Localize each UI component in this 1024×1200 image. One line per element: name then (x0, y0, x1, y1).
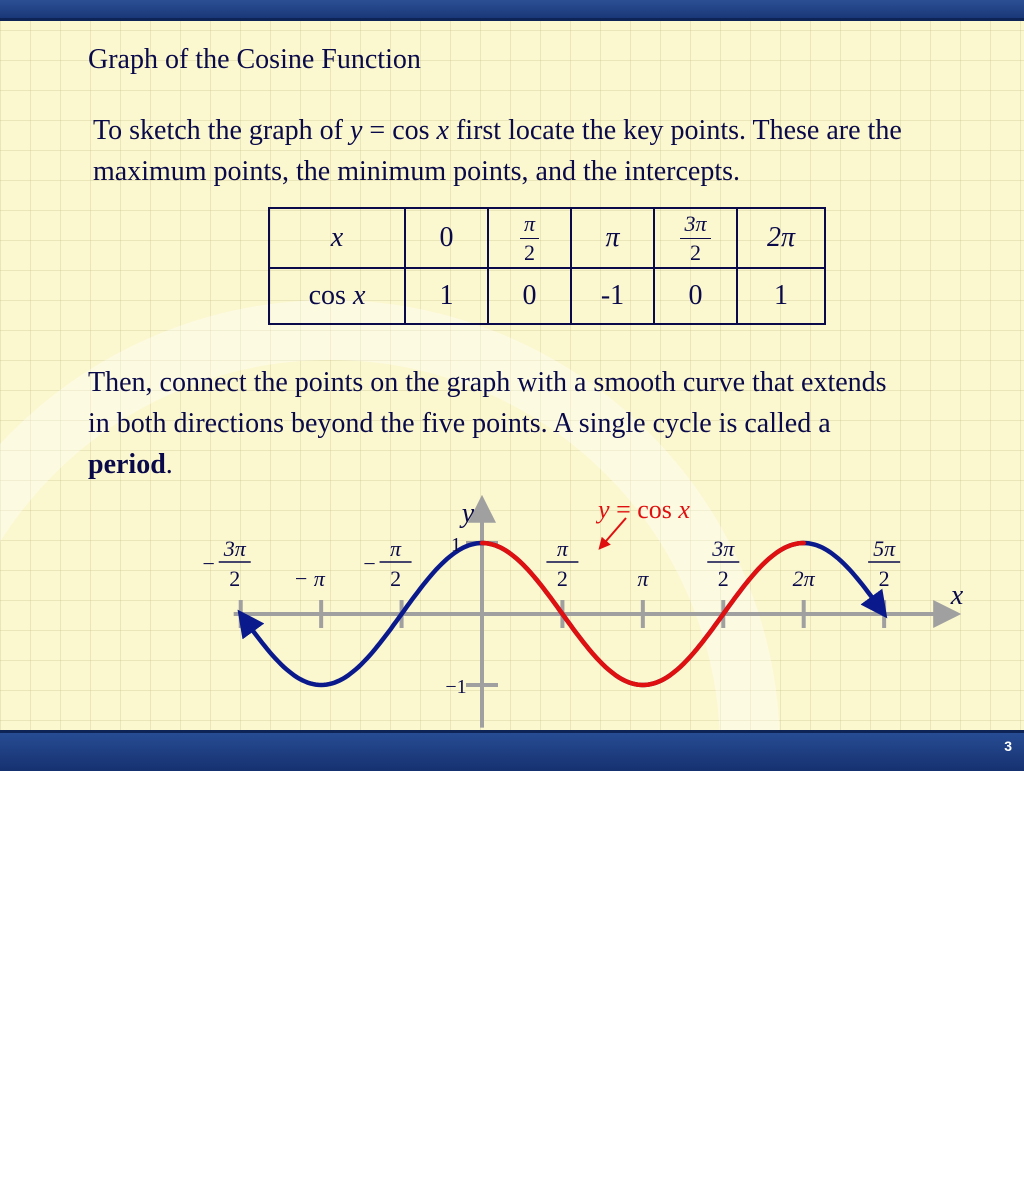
y-tick-label: −1 (445, 676, 467, 698)
axes (234, 500, 956, 727)
x-tick-label: − π (293, 566, 325, 591)
curve-annotation: y = cos x (598, 495, 690, 524)
table-cell: 2π (737, 208, 825, 268)
x-tick-label: π (637, 566, 649, 591)
tick-labels (203, 495, 964, 698)
table-header-x: x (269, 208, 405, 268)
table-cell: -1 (571, 268, 654, 324)
intro-var-x: x (436, 115, 449, 146)
period-end: . (165, 449, 173, 480)
table-cell: 0 (654, 268, 737, 324)
x-tick-label-num: π (556, 536, 568, 561)
x-tick-label-den: 2 (229, 566, 241, 591)
x-tick-label-num: 3π (223, 536, 246, 561)
x-tick-label-den: 2 (556, 566, 568, 591)
y-axis-label: y (461, 498, 475, 529)
y-tick-label: 1 (451, 534, 461, 556)
x-tick-label-den: 2 (878, 566, 890, 591)
table-cell: 1 (737, 268, 825, 324)
table-cell: π (571, 208, 654, 268)
x-tick-label-num: π (390, 536, 402, 561)
x-tick-label-sign: − (363, 551, 376, 576)
x-tick-label-sign: − (202, 551, 215, 576)
period-text: Then, connect the points on the graph with a smooth curve that extends in both directions beyond the five points. A single cycle is called a (88, 367, 887, 439)
table-cell: 1 (405, 268, 488, 324)
bottom-bar (0, 730, 1024, 771)
fraction: $\frac{3\pi}{2}$ (680, 213, 710, 264)
period-term: period (88, 449, 166, 480)
intro-eq: = cos (362, 115, 437, 146)
x-tick-label-num: 5π (873, 536, 896, 561)
intro-var-y: y (349, 115, 363, 146)
table-cell: 0 (405, 208, 488, 268)
x-tick-label-den: 2 (390, 566, 402, 591)
table-cell: 0 (488, 268, 571, 324)
intro-text-end: first locate the key points. These are the maximum points, the minimum points, and the intercepts. (93, 115, 902, 187)
table-header-cos: cos x (269, 268, 405, 324)
x-tick-label-num: 3π (712, 536, 735, 561)
slide-title: Graph of the Cosine Function (88, 44, 421, 75)
intro-text-start: To sketch the graph of (93, 115, 350, 146)
page-number: 3 (1004, 738, 1012, 754)
x-axis-label: x (950, 580, 964, 611)
x-tick-label-den: 2 (717, 566, 729, 591)
fraction: $\frac{\pi}{2}$ (520, 213, 539, 264)
x-tick-label: 2π (792, 566, 815, 591)
